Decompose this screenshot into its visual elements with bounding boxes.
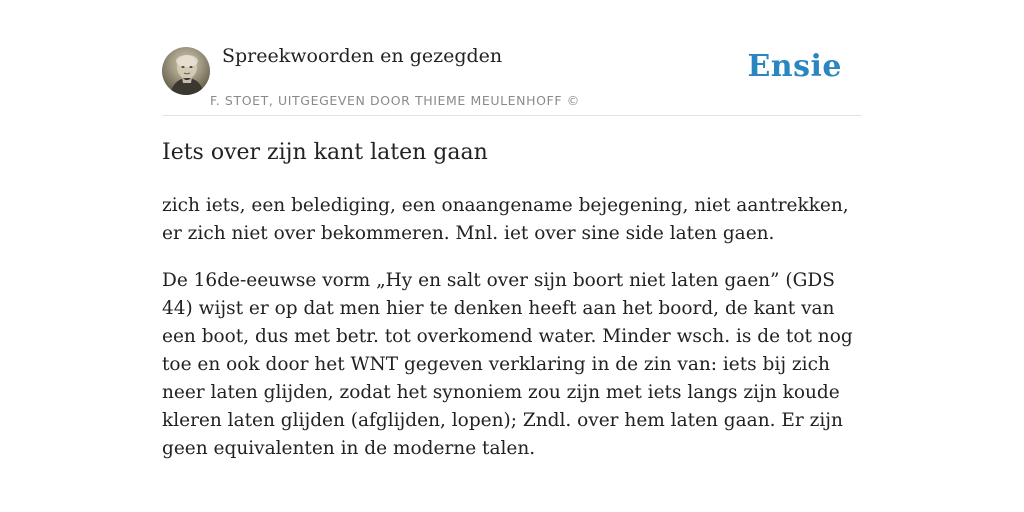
dictionary-header <box>162 0 862 116</box>
entry-title: Iets over zijn kant laten gaan <box>162 140 488 165</box>
entry-paragraph: De 16de-eeuwse vorm „Hy en salt over sijn boort niet laten gaen” (GDS 44) wijst er op dat men hier te denken heeft aan het boord, de kant van een boot, dus met betr. tot overkomend water. Minder wsch. is de tot nog toe en ook door het WNT gegeven verklaring in de zin van: iets bij zich neer laten glijden, zodat het synoniem zou zijn met iets langs zijn koude kleren laten glijden (afglijden, lopen); Zndl. over hem laten gaan. Er zijn geen equivalenten in de moderne talen. <box>162 270 853 459</box>
entry-card <box>162 0 862 512</box>
dictionary-title[interactable]: Spreekwoorden en gezegden <box>222 45 503 67</box>
author-portrait-icon[interactable] <box>162 47 210 95</box>
dictionary-source: F. STOET, UITGEGEVEN DOOR THIEME MEULENHOFF © <box>210 93 580 108</box>
entry-paragraph: zich iets, een belediging, een onaangename bejegening, niet aantrekken, er zich niet over bekommeren. Mnl. iet over sine side laten gaen. <box>162 195 849 244</box>
brand-logo[interactable]: Ensie <box>747 49 842 84</box>
